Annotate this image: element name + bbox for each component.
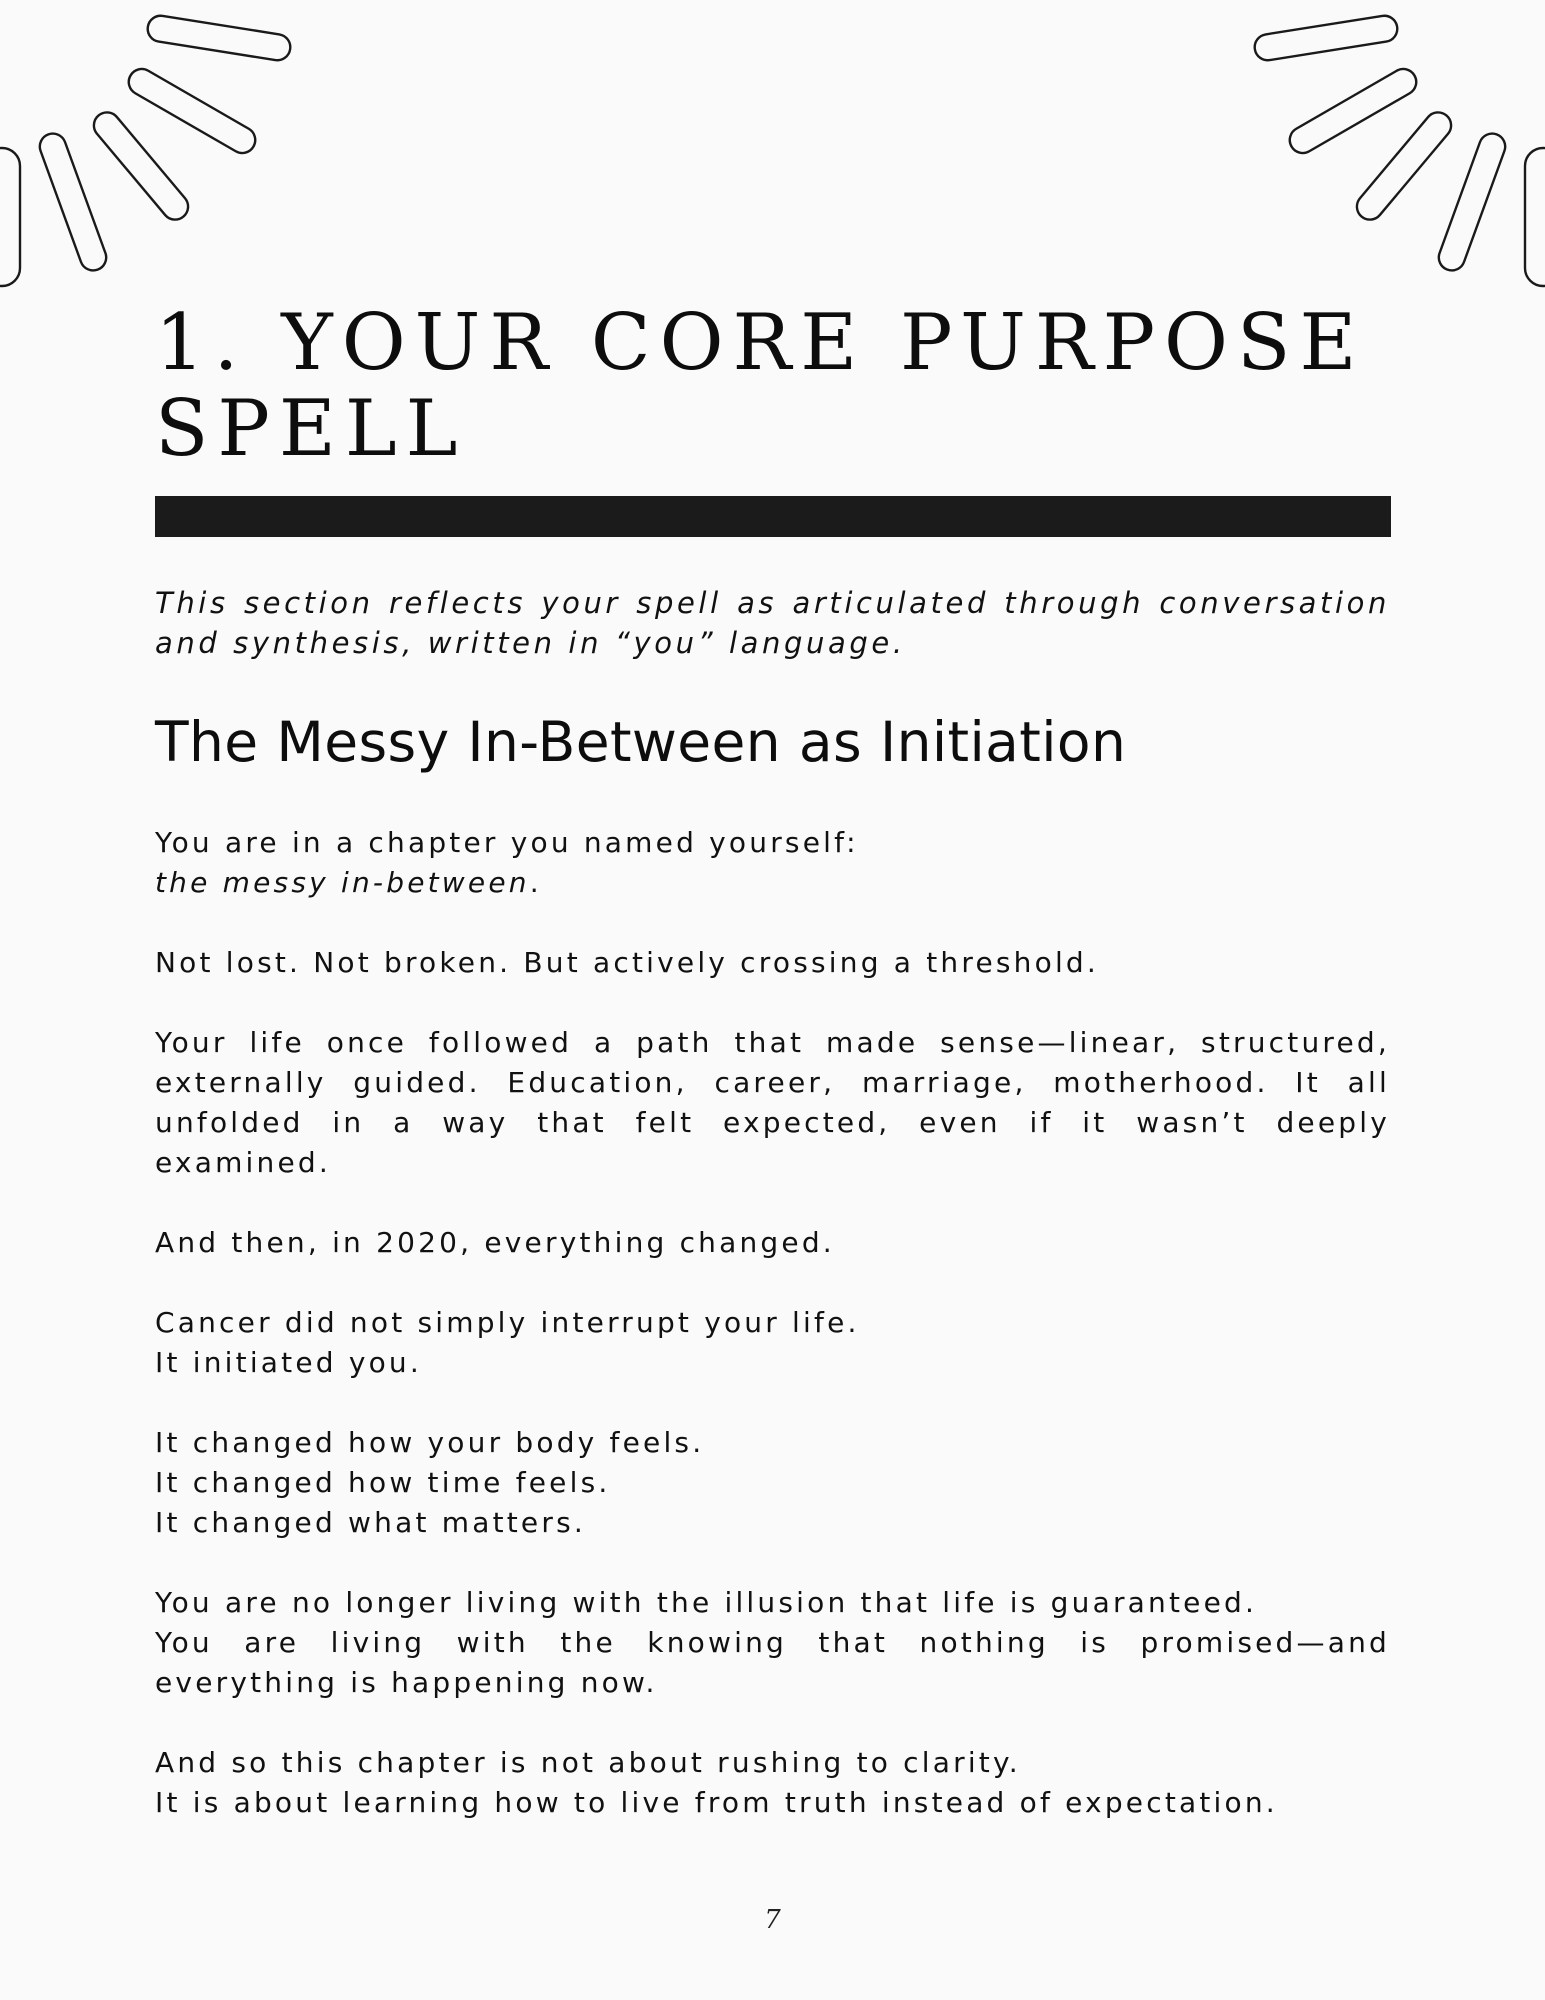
paragraph-2: Not lost. Not broken. But actively crossing a threshold.: [155, 946, 1099, 979]
paragraph-5-line-1: Cancer did not simply interrupt your life.: [155, 1306, 860, 1339]
sun-ray-icon: [1525, 148, 1545, 286]
sun-ray-icon: [1285, 64, 1421, 158]
punctuation: .: [529, 866, 542, 899]
body-text: [155, 823, 1390, 1823]
paragraph-3: Your life once followed a path that made sense—linear, structured, externally guided. Education, career, marriage, motherhood. It all unfolded in a way that felt expected, even if it wasn’t deeply examined.: [155, 1026, 1390, 1179]
sun-ray-icon: [1435, 130, 1509, 274]
paragraph-6-line-2: It changed how time feels.: [155, 1466, 611, 1499]
paragraph-4: And then, in 2020, everything changed.: [155, 1226, 835, 1259]
paragraph-7: [155, 1583, 1390, 1703]
paragraph-6-line-1: It changed how your body feels.: [155, 1426, 705, 1459]
page-title-line-1: 1. YOUR CORE PURPOSE: [155, 298, 1366, 388]
intro-text: This section reflects your spell as articulated through conversation and synthesis, written in “you” language.: [155, 586, 1390, 660]
sun-ray-icon: [36, 130, 110, 274]
emphasis-text: the messy in-between: [155, 866, 530, 899]
sun-ray-icon: [124, 64, 260, 158]
sun-ray-icon: [1253, 14, 1399, 62]
paragraph-1: [155, 823, 1390, 903]
section-heading: The Messy In-Between as Initiation: [155, 710, 1127, 774]
paragraph-8: [155, 1743, 1390, 1823]
paragraph-1-line-1: You are in a chapter you named yourself:: [155, 826, 859, 859]
paragraph-1-line-2: [155, 863, 1390, 903]
page-title-line-2: SPELL: [155, 384, 467, 474]
paragraph-6: [155, 1423, 1390, 1543]
sun-ray-icon: [1352, 107, 1457, 225]
paragraph-5: [155, 1303, 1390, 1383]
sun-ray-icon: [146, 14, 292, 62]
paragraph-5-line-2: It initiated you.: [155, 1346, 422, 1379]
paragraph-7-line-1: You are no longer living with the illusion that life is guaranteed.: [155, 1586, 1258, 1619]
title-divider-bar: [155, 496, 1391, 537]
page-number: 7: [764, 1905, 781, 1935]
sun-ray-icon: [0, 148, 20, 286]
paragraph-7-line-2: You are living with the knowing that nothing is promised—and everything is happening now.: [155, 1626, 1390, 1699]
paragraph-6-line-3: It changed what matters.: [155, 1506, 586, 1539]
page-content: [155, 300, 1390, 1863]
corner-rays-decoration: [0, 0, 1545, 300]
paragraph-8-line-2: It is about learning how to live from truth instead of expectation.: [155, 1786, 1278, 1819]
paragraph-8-line-1: And so this chapter is not about rushing to clarity.: [155, 1746, 1021, 1779]
page-title: [155, 300, 1390, 472]
sun-ray-icon: [89, 107, 194, 225]
